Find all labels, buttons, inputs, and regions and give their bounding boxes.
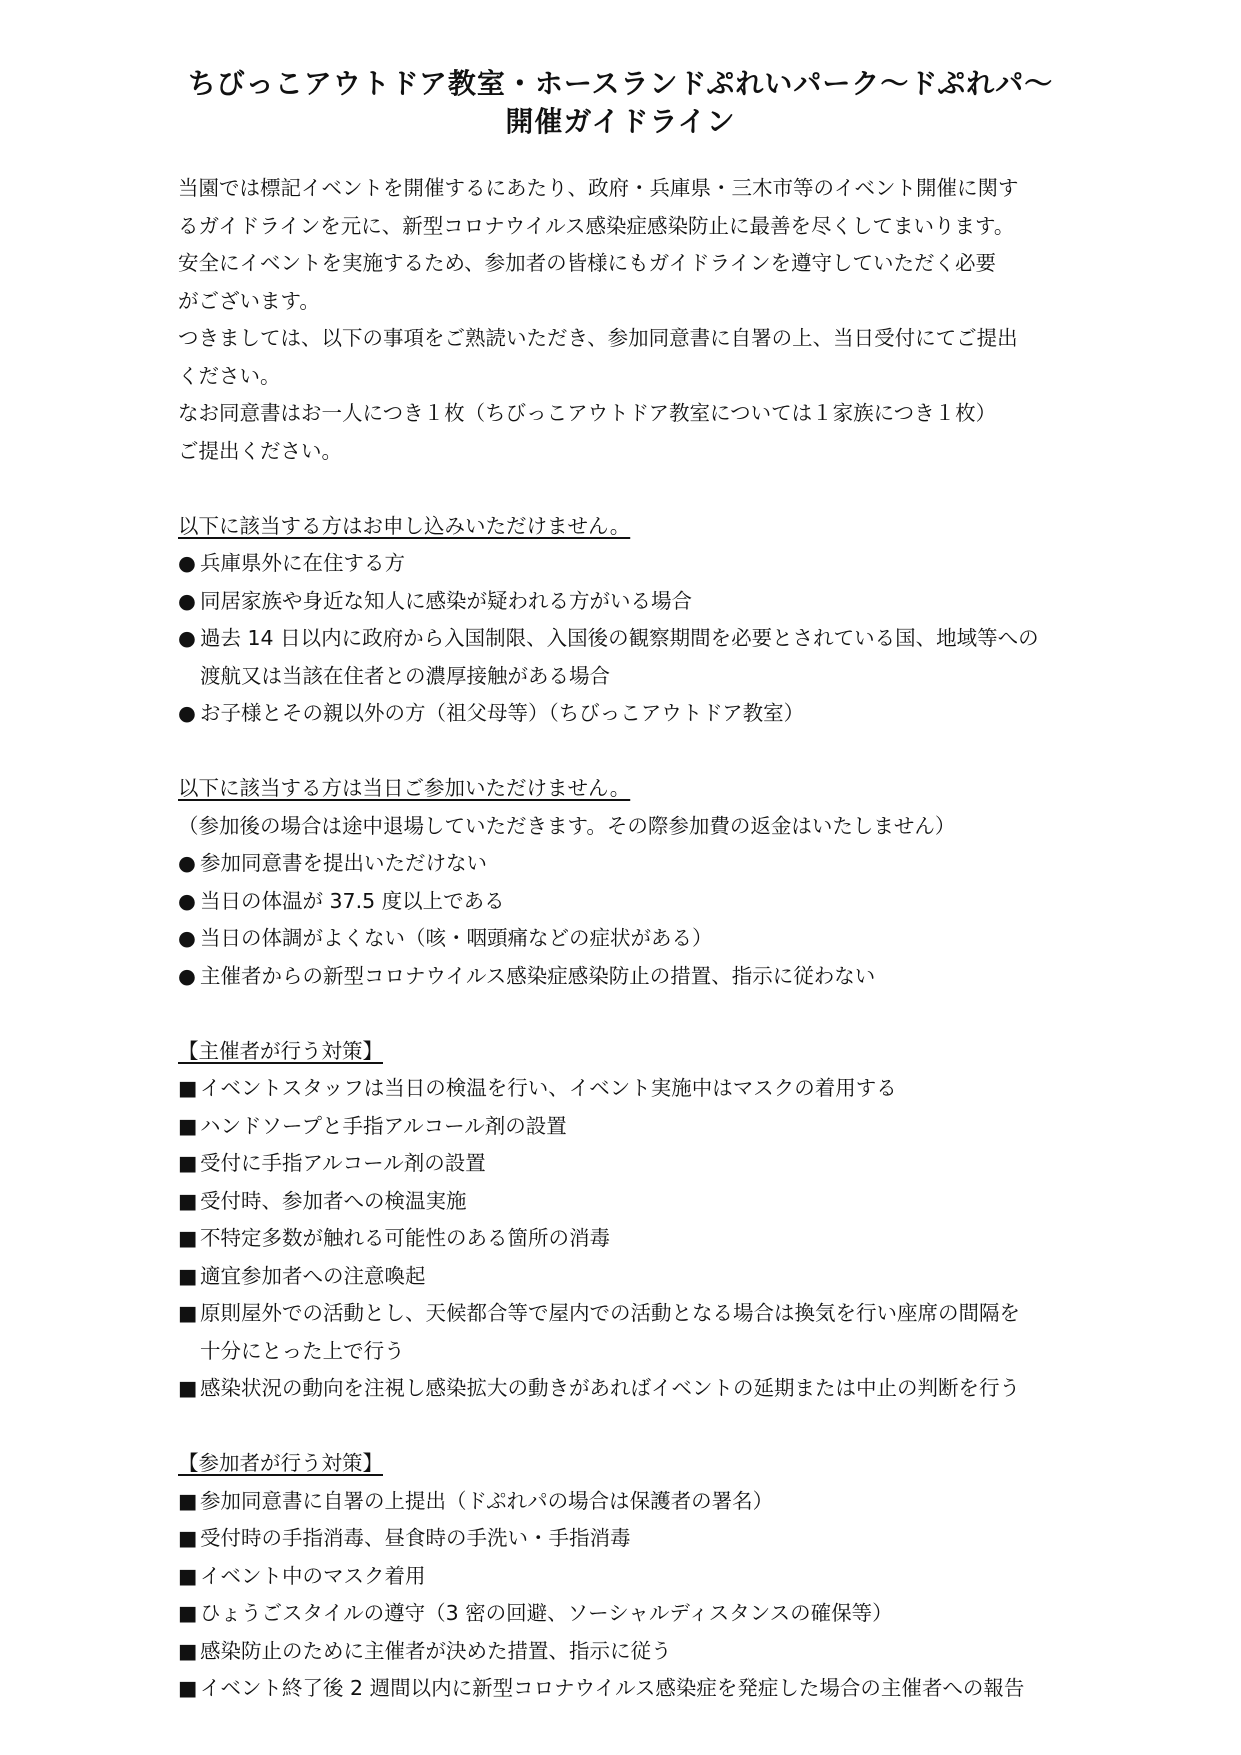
list-item-text: 当日の体温が 37.5 度以上である	[200, 888, 505, 913]
intro-line: つきましては、以下の事項をご熟読いただき、参加同意書に自署の上、当日受付にてご提出	[178, 326, 1018, 350]
list-item-text: 不特定多数が触れる可能性のある箇所の消毒	[200, 1226, 610, 1250]
list-item-text: 渡航又は当該在住者との濃厚接触がある場合	[200, 663, 610, 688]
list-item	[178, 695, 1078, 733]
intro-line: るガイドラインを元に、新型コロナウイルス感染症感染防止に最善を尽くしてまいります。	[178, 213, 1015, 238]
list-item	[178, 1595, 1078, 1633]
bullet-list	[178, 845, 1078, 995]
list-item	[178, 545, 1078, 583]
intro-paragraph	[178, 170, 1078, 470]
list-item-text: イベント中のマスク着用	[200, 1563, 426, 1588]
bullet-mark: ●	[178, 888, 196, 913]
list-item	[178, 1258, 1078, 1296]
list-item	[178, 1183, 1078, 1221]
bullet-mark: ●	[178, 626, 196, 650]
bullet-mark: ■	[178, 1301, 198, 1325]
list-item	[178, 1220, 1078, 1258]
list-item	[178, 1483, 1078, 1521]
list-item	[178, 1520, 1078, 1558]
section-not-apply	[178, 508, 1078, 733]
list-item-text: 同居家族や身近な知人に感染が疑われる方がいる場合	[200, 588, 692, 613]
section-heading: 以下に該当する方はお申し込みいただけません。	[178, 513, 631, 538]
bullet-mark: ■	[178, 1151, 198, 1175]
list-item-text: 参加同意書を提出いただけない	[200, 851, 487, 875]
section-note: （参加後の場合は途中退場していただきます。その際参加費の返金はいたしません）	[178, 813, 956, 838]
list-item-text: 主催者からの新型コロナウイルス感染症感染防止の措置、指示に従わない	[200, 963, 876, 988]
list-item	[178, 1633, 1078, 1671]
intro-line: がございます。	[178, 288, 320, 313]
list-item	[178, 1070, 1078, 1108]
bullet-mark: ●	[178, 963, 196, 988]
list-item-text: 適宜参加者への注意喚起	[200, 1263, 426, 1288]
list-item-text: 参加同意書に自署の上提出（ドぷれパの場合は保護者の署名）	[200, 1488, 774, 1513]
list-item-text: 受付時、参加者への検温実施	[200, 1188, 467, 1213]
list-item-text: 過去 14 日以内に政府から入国制限、入国後の観察期間を必要とされている国、地域等への	[200, 626, 1039, 650]
intro-line: なお同意書はお一人につき１枚（ちびっこアウトドア教室については１家族につき１枚）	[178, 401, 997, 425]
bullet-mark: ■	[178, 1113, 198, 1138]
intro-line: 安全にイベントを実施するため、参加者の皆様にもガイドラインを遵守していただく必要	[178, 251, 996, 275]
bullet-mark: ■	[178, 1263, 198, 1288]
document-body	[178, 170, 1078, 1708]
list-item	[178, 1370, 1078, 1408]
list-item-text: 受付時の手指消毒、昼食時の手洗い・手指消毒	[200, 1526, 631, 1550]
list-item	[178, 620, 1078, 695]
list-item	[178, 1108, 1078, 1146]
bullet-list	[178, 1483, 1078, 1708]
list-item-text: ハンドソープと手指アルコール剤の設置	[200, 1113, 567, 1138]
list-item-text: 当日の体調がよくない（咳・咽頭痛などの症状がある）	[200, 926, 713, 950]
document-subtitle: 開催ガイドライン	[505, 105, 736, 138]
list-item-text: イベント終了後 2 週間以内に新型コロナウイルス感染症を発症した場合の主催者への報告	[200, 1676, 1025, 1700]
section-organizer-measures	[178, 1033, 1078, 1408]
list-item-text: 感染防止のために主催者が決めた措置、指示に従う	[200, 1638, 672, 1663]
bullet-mark: ■	[178, 1638, 198, 1663]
document-title: ちびっこアウトドア教室・ホースランドぷれいパーク～ドぷれパ～	[187, 67, 1054, 100]
list-item-text: イベントスタッフは当日の検温を行い、イベント実施中はマスクの着用する	[200, 1076, 897, 1100]
list-item	[178, 1558, 1078, 1596]
section-participant-measures	[178, 1445, 1078, 1708]
bullet-mark: ■	[178, 1601, 198, 1625]
list-item	[178, 1145, 1078, 1183]
bullet-mark: ●	[178, 851, 196, 875]
list-item-text: 原則屋外での活動とし、天候都合等で屋内での活動となる場合は換気を行い座席の間隔を	[200, 1301, 1020, 1325]
section-heading: 【主催者が行う対策】	[178, 1038, 383, 1063]
intro-line: ください。	[178, 363, 281, 388]
list-item	[178, 845, 1078, 883]
section-heading: 以下に該当する方は当日ご参加いただけません。	[178, 776, 631, 800]
section-not-attend	[178, 770, 1078, 995]
section-heading: 【参加者が行う対策】	[178, 1451, 383, 1475]
bullet-mark: ●	[178, 588, 196, 613]
list-item-text: お子様とその親以外の方（祖父母等）（ちびっこアウトドア教室）	[200, 701, 805, 725]
intro-line: ご提出ください。	[178, 438, 342, 463]
bullet-mark: ■	[178, 1488, 198, 1513]
bullet-mark: ■	[178, 1226, 198, 1250]
intro-line: 当園では標記イベントを開催するにあたり、政府・兵庫県・三木市等のイベント開催に関す	[178, 176, 1019, 200]
bullet-mark: ■	[178, 1676, 198, 1700]
bullet-mark: ■	[178, 1188, 198, 1213]
bullet-list	[178, 545, 1078, 733]
bullet-mark: ●	[178, 701, 196, 725]
bullet-mark: ■	[178, 1076, 198, 1100]
list-item	[178, 883, 1078, 921]
list-item-text: 感染状況の動向を注視し感染拡大の動きがあればイベントの延期または中止の判断を行う	[200, 1376, 1020, 1400]
list-item-text: ひょうごスタイルの遵守（3 密の回避、ソーシャルディスタンスの確保等）	[200, 1601, 893, 1625]
list-item	[178, 958, 1078, 996]
list-item	[178, 920, 1078, 958]
bullet-mark: ■	[178, 1526, 198, 1550]
list-item	[178, 583, 1078, 621]
list-item-text: 受付に手指アルコール剤の設置	[200, 1151, 486, 1175]
list-item	[178, 1670, 1078, 1708]
bullet-mark: ●	[178, 551, 196, 575]
list-item-text: 兵庫県外に在住する方	[200, 551, 405, 575]
bullet-mark: ●	[178, 926, 196, 950]
list-item	[178, 1295, 1078, 1370]
bullet-mark: ■	[178, 1563, 198, 1588]
bullet-list	[178, 1070, 1078, 1408]
bullet-mark: ■	[178, 1376, 198, 1400]
list-item-text: 十分にとった上で行う	[200, 1338, 405, 1363]
